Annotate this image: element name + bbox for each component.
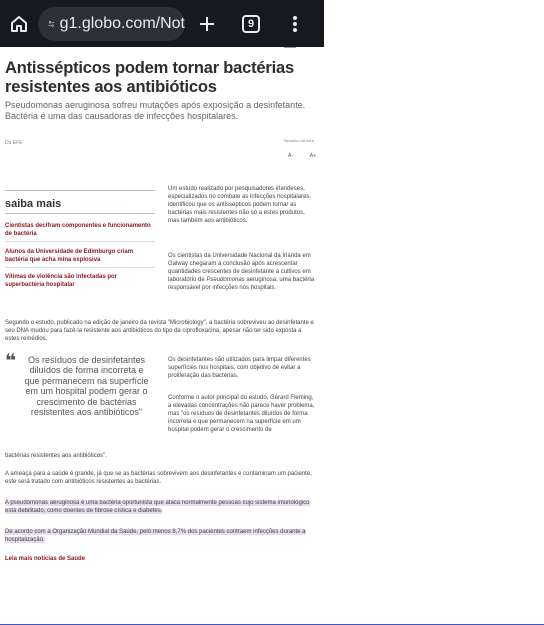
article-source: Da EFE: [5, 140, 23, 146]
related-link[interactable]: Vítimas de violência são infectadas por superbactéria hospitalar: [5, 274, 118, 288]
divider: [5, 267, 155, 268]
paragraph: Um estudo realizado por pesquisadores irlandeses, especializados no combate as infecções hospitalares, identificou que os antissépticos podem tornar as bactérias mais resistentes não só a estes produtos, mas também aos antibióticos.: [168, 186, 312, 224]
divider: [5, 190, 155, 191]
url-text[interactable]: g1.globo.com/Not: [59, 14, 185, 32]
tabs-icon: 9: [242, 15, 260, 33]
paragraph: Os cientistas da Universidade Nacional da Irlanda em Galway chegaram à conclusão após acrescentar quantidades crescentes de desinfetante a cultivos em laboratório de Pseudomonas aeruginosa, uma bactéria responsável por infecções nos hospitais.: [168, 253, 315, 291]
browser-toolbar: [0, 0, 324, 47]
article-page: [0, 47, 324, 577]
paragraph: Segundo o estudo, publicado na edição de janeiro da revista "Microbiology", a bactéria sobreviveu ao desinfetante e seu DNA mudou para fazê-la resistente aos antibióticos do tipo da ciprofloxacina, apesar não ter sido exposta a estes remédios.: [5, 320, 314, 342]
divider: [284, 47, 296, 48]
divider: [5, 241, 155, 242]
paragraph: A ameaça para a saúde é grande, já que se as bactérias sobrevivem aos desinfetantes e contaminam um paciente, este será tratado com antibióticos resistentes as bactérias.: [5, 471, 312, 485]
pull-quote: Os resíduos de desinfetantes diluídos de forma incorreta e que permanecem na superfície em um hospital podem gerar o crescimento de bactérias resistentes aos antibióticos": [24, 355, 149, 418]
paragraph: bactérias resistentes aos antibióticos".: [5, 453, 107, 459]
paragraph: Conforme o autor principal do estudo, Gérard Fleming, a elevadas concentrações não parece haver problema, mas "os resíduos de desinfetantes diluídos de forma incorreta e que permanecem na superfície em um hospital podem gerar o crescimento de: [168, 395, 315, 433]
site-settings-icon[interactable]: [48, 16, 55, 32]
new-tab-button[interactable]: [185, 0, 229, 47]
menu-button[interactable]: [273, 0, 317, 47]
plus-icon: [198, 15, 216, 33]
related-link[interactable]: Cientistas decifram componentes e funcionamento de bactéria: [5, 223, 151, 237]
font-size-label: Tamanho da letra: [283, 138, 314, 143]
more-news-link[interactable]: Leia mais notícias de Saúde: [5, 556, 86, 562]
home-button[interactable]: [0, 0, 38, 47]
highlighted-paragraph: A pseudomonas aeruginosa é uma bactéria oportunista que ataca normalmente pessoas cujo sistema imunológico está debilitado, como doentes de fibrose cística e diabetes.: [5, 500, 310, 514]
related-link[interactable]: Alunos da Universidade de Edimburgo criam bactéria que acha mina explosiva: [5, 249, 134, 263]
home-icon: [9, 14, 29, 34]
tab-switcher-button[interactable]: [229, 0, 273, 47]
divider: [5, 213, 155, 214]
quote-icon: ❝: [5, 351, 17, 372]
saiba-mais-heading: saiba mais: [5, 198, 62, 210]
article-subtitle: Pseudomonas aeruginosa sofreu mutações após exposição a desinfetante. Bactéria é uma das causadoras de infecções hospitalares.: [5, 100, 306, 121]
more-vert-icon: [292, 15, 298, 33]
highlighted-paragraph: De acordo com a Organização Mundial da Saúde, pelo menos 8,7% dos pacientes contraem infecções durante a hospitalização.: [5, 529, 306, 543]
font-size-controls: [288, 153, 316, 159]
font-smaller-button[interactable]: A-: [288, 153, 293, 159]
article-title: Antissépticos podem tornar bactérias resistentes aos antibióticos: [5, 59, 294, 96]
address-bar[interactable]: [38, 7, 185, 41]
font-larger-button[interactable]: A+: [309, 153, 316, 159]
paragraph: Os desinfetantes são utilizados para limpar diferentes superfícies nos hospitais, com objetivo de evitar a proliferação das bactérias.: [168, 357, 311, 379]
